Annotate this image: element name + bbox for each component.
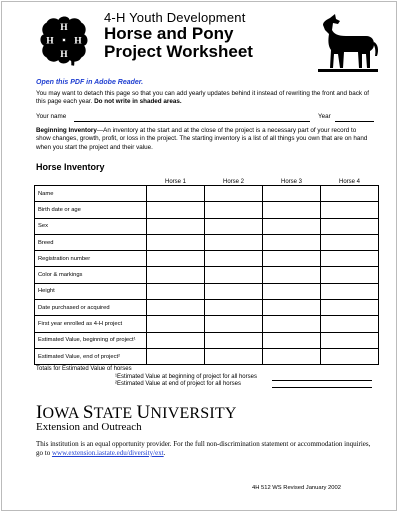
name-year-row [36, 113, 376, 123]
horse-2-cell[interactable] [205, 186, 263, 202]
horse-inventory-heading: Horse Inventory [36, 162, 105, 172]
intro-bold-warning: Do not write in shaded areas. [94, 98, 182, 106]
horse-2-cell[interactable] [205, 218, 263, 234]
totals-beginning-field[interactable] [272, 380, 372, 381]
horse-4-cell[interactable] [321, 332, 379, 348]
year-field[interactable] [335, 121, 374, 122]
horse-3-cell[interactable] [263, 332, 321, 348]
horse-1-cell[interactable] [147, 234, 205, 250]
horse-icon [316, 12, 380, 74]
horse-4-cell[interactable] [321, 316, 379, 332]
extension-and-outreach: Extension and Outreach [36, 421, 142, 433]
horse-1-cell[interactable] [147, 202, 205, 218]
horse-3-cell[interactable] [263, 300, 321, 316]
isu-letters-owa: OWA [42, 405, 83, 422]
row-label: Breed [35, 234, 147, 250]
clover-letter-h-left: H [46, 36, 54, 47]
clover-letter-h-right: H [74, 36, 82, 47]
open-in-adobe-reader-link[interactable]: Open this PDF in Adobe Reader. [36, 79, 144, 86]
row-label: Height [35, 283, 147, 299]
horse-3-cell[interactable] [263, 348, 321, 364]
horse-2-cell[interactable] [205, 202, 263, 218]
table-row [35, 251, 379, 267]
totals-label: Totals for Estimated Value of horses [36, 366, 132, 372]
column-header-horse-3: Horse 3 [280, 179, 302, 185]
horse-1-cell[interactable] [147, 316, 205, 332]
horse-4-cell[interactable] [321, 251, 379, 267]
horse-3-cell[interactable] [263, 234, 321, 250]
four-h-clover-icon [36, 12, 92, 68]
horse-2-cell[interactable] [205, 348, 263, 364]
table-row [35, 202, 379, 218]
horse-3-cell[interactable] [263, 251, 321, 267]
horse-3-cell[interactable] [263, 186, 321, 202]
horse-1-cell[interactable] [147, 300, 205, 316]
horse-2-cell[interactable] [205, 316, 263, 332]
horse-1-cell[interactable] [147, 283, 205, 299]
horse-2-cell[interactable] [205, 332, 263, 348]
table-row [35, 267, 379, 283]
table-row [35, 332, 379, 348]
intro-paragraph [36, 90, 372, 106]
intro-text: You may want to detach this page so that you can add yearly updates behind it instead of rewriting the front and back of this page each year. [36, 90, 370, 106]
table-row [35, 300, 379, 316]
row-label: First year enrolled as 4-H project [35, 316, 147, 332]
table-row [35, 283, 379, 299]
horse-4-cell[interactable] [321, 267, 379, 283]
beginning-inventory-text: —An inventory at the start and at the close of the project is a necessary part of your record to show changes, growth, profit, or loss in the project. The starting inventory is a list of all things you own that are on hand when you start the project and their value. [36, 127, 368, 151]
horse-2-cell[interactable] [205, 234, 263, 250]
equal-opportunity-text: This institution is an equal opportunity provider. For the full non-discrimination statement or accommodation inquiries, go to [36, 440, 371, 457]
row-label: Estimated Value, beginning of project¹ [35, 332, 147, 348]
title-line-1: Horse and Pony [104, 24, 234, 43]
page-title [104, 25, 253, 61]
totals-end-field[interactable] [272, 387, 372, 388]
your-name-label: Your name [36, 113, 67, 120]
row-label: Color & markings [35, 267, 147, 283]
table-header-row [35, 177, 379, 186]
horse-4-cell[interactable] [321, 234, 379, 250]
column-header-horse-4: Horse 4 [338, 179, 360, 185]
horse-4-cell[interactable] [321, 300, 379, 316]
horse-2-cell[interactable] [205, 251, 263, 267]
isu-letter-s: S [82, 402, 94, 423]
horse-2-cell[interactable] [205, 300, 263, 316]
isu-letter-i: I [36, 402, 43, 423]
horse-inventory-table [34, 177, 379, 365]
clover-letter-h-bottom: H [60, 49, 68, 60]
horse-1-cell[interactable] [147, 186, 205, 202]
horse-1-cell[interactable] [147, 251, 205, 267]
totals-end-label: ²Estimated Value at end of project for all horses [115, 381, 241, 387]
row-label: Registration number [35, 251, 147, 267]
totals-beginning-label: ¹Estimated Value at beginning of project for all horses [115, 374, 257, 380]
clover-letter-h-top: H [60, 22, 68, 33]
row-label: Estimated Value, end of project² [35, 348, 147, 364]
table-row [35, 348, 379, 364]
beginning-inventory-term: Beginning Inventory [36, 127, 97, 134]
horse-2-cell[interactable] [205, 283, 263, 299]
horse-1-cell[interactable] [147, 267, 205, 283]
horse-2-cell[interactable] [205, 267, 263, 283]
header-subtitle: 4-H Youth Development [104, 10, 246, 25]
horse-1-cell[interactable] [147, 218, 205, 234]
table-row [35, 316, 379, 332]
horse-3-cell[interactable] [263, 283, 321, 299]
horse-3-cell[interactable] [263, 218, 321, 234]
equal-opportunity-statement [36, 440, 372, 458]
title-line-2: Project Worksheet [104, 42, 253, 61]
horse-4-cell[interactable] [321, 283, 379, 299]
horse-4-cell[interactable] [321, 348, 379, 364]
diversity-link[interactable]: www.extension.iastate.edu/diversity/ext [51, 449, 164, 457]
horse-1-cell[interactable] [147, 348, 205, 364]
table-row [35, 218, 379, 234]
equal-opportunity-end: . [163, 449, 166, 457]
row-label: Birth date or age [35, 202, 147, 218]
horse-3-cell[interactable] [263, 202, 321, 218]
row-label: Date purchased or acquired [35, 300, 147, 316]
publication-code: 4H 512 WS Revised January 2002 [252, 485, 341, 491]
horse-4-cell[interactable] [321, 186, 379, 202]
column-header-horse-1: Horse 1 [164, 179, 186, 185]
isu-letter-u: U [136, 402, 151, 423]
horse-3-cell[interactable] [263, 316, 321, 332]
column-header-horse-2: Horse 2 [222, 179, 244, 185]
table-row [35, 234, 379, 250]
table-row [35, 186, 379, 202]
isu-letters-tate: TATE [93, 405, 137, 422]
table-header-blank [35, 177, 147, 186]
beginning-inventory-paragraph [36, 127, 372, 152]
row-label: Sex [35, 218, 147, 234]
isu-letters-niversity: NIVERSITY [150, 405, 237, 422]
your-name-field[interactable] [74, 121, 310, 122]
year-label: Year [318, 113, 331, 120]
horse-3-cell[interactable] [263, 267, 321, 283]
horse-1-cell[interactable] [147, 332, 205, 348]
row-label: Name [35, 186, 147, 202]
horse-4-cell[interactable] [321, 218, 379, 234]
horse-4-cell[interactable] [321, 202, 379, 218]
